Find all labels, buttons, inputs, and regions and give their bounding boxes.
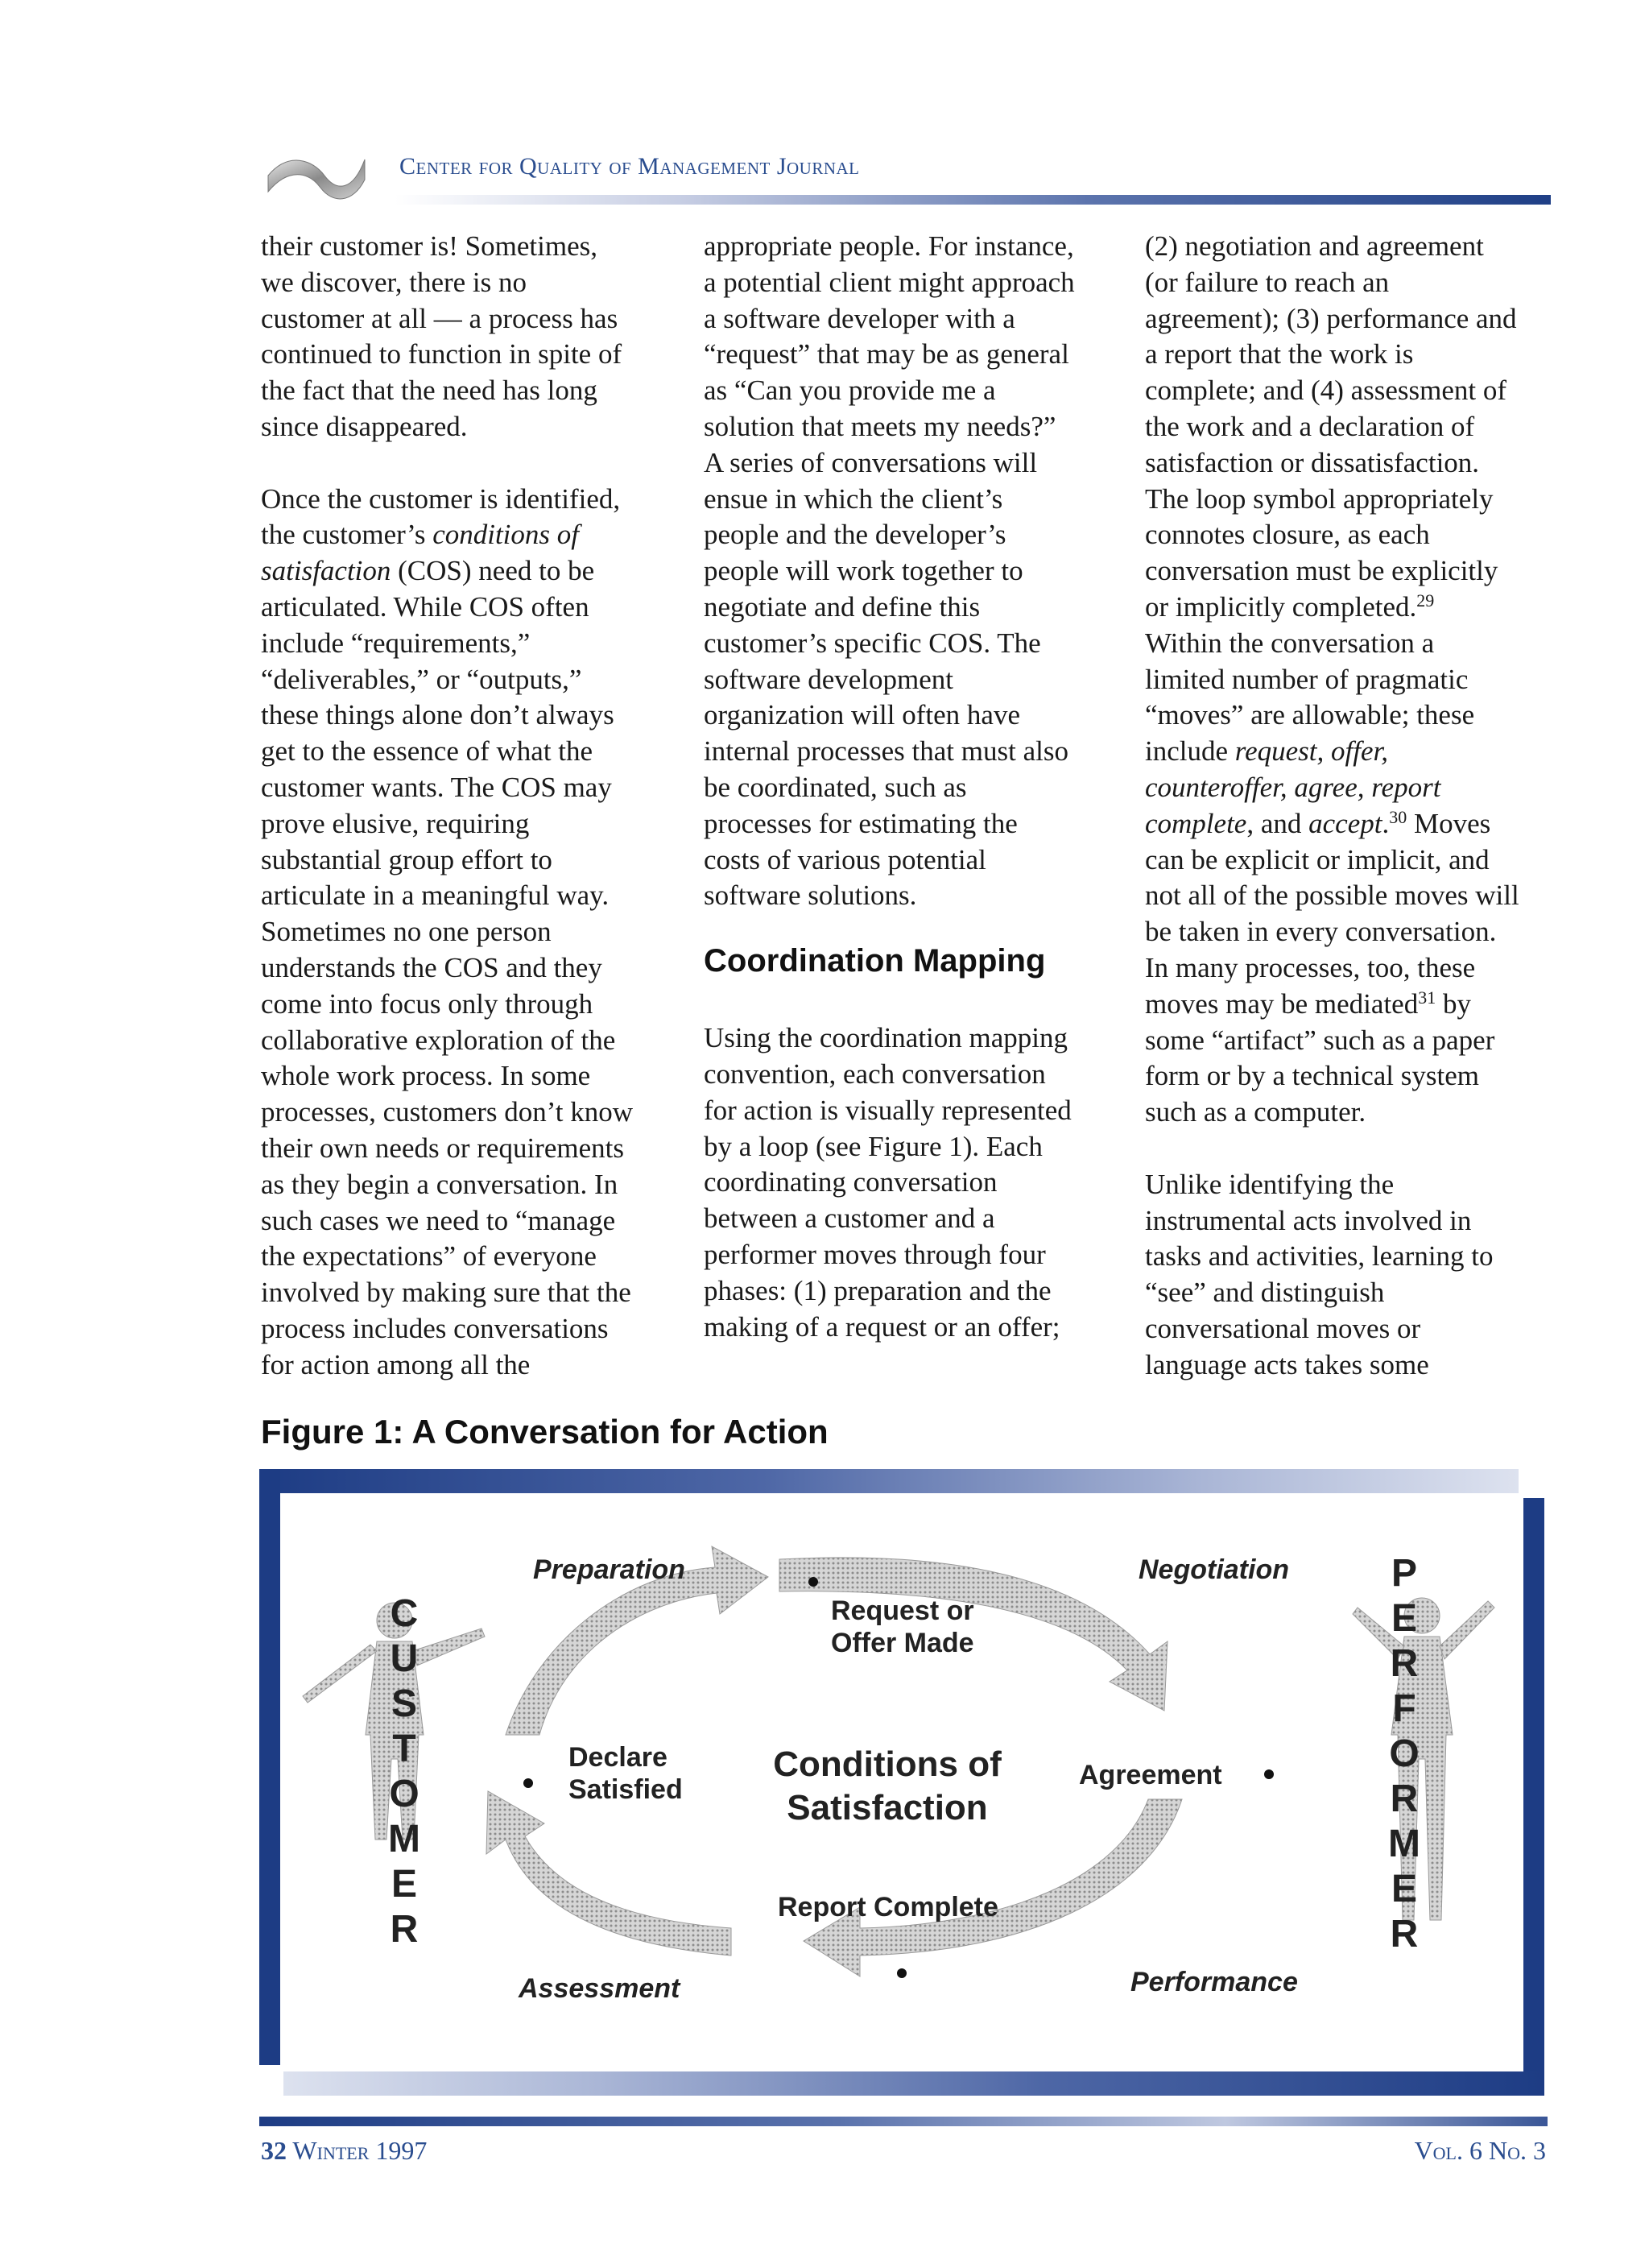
footer-rule (259, 2117, 1548, 2126)
figure-right-bar (1523, 1498, 1544, 2094)
text-line (1145, 987, 1564, 1023)
text-line: appropriate people. For instance, (704, 230, 1074, 262)
section-heading: Coordination Mapping (704, 943, 1046, 979)
text-line: satisfaction (COS) need to be (261, 555, 595, 587)
text-line: Within the conversation a (1145, 627, 1435, 659)
text-line: we discover, there is no (261, 266, 527, 298)
text-line: not all of the possible moves will (1145, 879, 1519, 912)
text-line: get to the essence of what the (261, 735, 593, 768)
page-number: 32 (261, 2136, 287, 2165)
text-line: can be explicit or implicit, and (1145, 843, 1490, 875)
text-line: limited number of pragmatic (1145, 663, 1469, 695)
text-line: the fact that the need has long (261, 375, 597, 407)
text-fragment: by (1442, 987, 1471, 1020)
column-3 (1145, 229, 1564, 1384)
text-line: Once the customer is identified, (261, 482, 621, 515)
request-dot (808, 1577, 818, 1587)
letter: E (1391, 1597, 1417, 1640)
text-line: Sometimes no one person (261, 916, 552, 948)
text-line: some “artifact” such as a paper (1145, 1024, 1495, 1056)
letter: O (389, 1773, 419, 1815)
text-line: come into focus only through (261, 987, 593, 1020)
header-rule (395, 195, 1551, 205)
text-line: agreement); (3) performance and (1145, 302, 1517, 334)
text-line: “see” and distinguish (1145, 1277, 1385, 1309)
text-line: these things alone don’t always (261, 699, 614, 731)
figure-frame (259, 1469, 1548, 2097)
agreement-dot (1264, 1769, 1274, 1779)
text-line: Unlike identifying the (1145, 1168, 1395, 1200)
letter: R (390, 1908, 419, 1951)
letter: R (1390, 1913, 1419, 1956)
phase-label-negotiation: Negotiation (1139, 1554, 1289, 1585)
text-line: coordinating conversation (704, 1166, 998, 1198)
letter: P (1391, 1552, 1417, 1595)
text-line: people and the developer’s (704, 519, 1006, 551)
text-line: involved by making sure that the (261, 1277, 631, 1309)
footer-volume: Vol. 6 No. 3 (1414, 2136, 1546, 2165)
text-line: organization will often have (704, 699, 1020, 731)
text-line: a potential client might approach (704, 266, 1075, 298)
text-line: negotiate and define this (704, 590, 981, 623)
column-1 (261, 229, 680, 1384)
letter: F (1392, 1687, 1416, 1730)
letter: M (1388, 1823, 1420, 1865)
center-label-line: Satisfaction (787, 1788, 988, 1827)
text-line: Using the coordination mapping (704, 1022, 1068, 1054)
text-line: be coordinated, such as (704, 771, 967, 803)
column-2 (704, 229, 1122, 1345)
phase-label-performance: Performance (1130, 1967, 1298, 1997)
text-line: a report that the work is (1145, 338, 1414, 370)
letter: T (392, 1728, 416, 1770)
text-line: articulated. While COS often (261, 590, 589, 623)
text-line: between a customer and a (704, 1202, 995, 1235)
text-line: costs of various potential (704, 843, 986, 875)
figure-bottom-bar (283, 2071, 1544, 2096)
text-line: solution that meets my needs?” (704, 410, 1056, 442)
text-line: conversation must be explicitly (1145, 555, 1498, 587)
text-line: tasks and activities, learning to (1145, 1240, 1494, 1273)
figure-caption: Figure 1: A Conversation for Action (261, 1413, 829, 1451)
text-line (1145, 806, 1564, 842)
text-line: include request, offer, (1145, 735, 1388, 768)
text-line: as they begin a conversation. In (261, 1168, 618, 1200)
text-line: language acts takes some (1145, 1348, 1429, 1380)
letter: R (1390, 1778, 1419, 1820)
letter: M (388, 1818, 420, 1860)
text-line: by a loop (see Figure 1). Each (704, 1130, 1043, 1162)
customer-label (380, 1591, 428, 1952)
text-line: instrumental acts involved in (1145, 1204, 1472, 1236)
report-dot (897, 1968, 907, 1978)
letter: U (390, 1637, 419, 1680)
text-line: substantial group effort to (261, 843, 552, 875)
text-line: such cases we need to “manage (261, 1204, 616, 1236)
text-line: prove elusive, requiring (261, 807, 530, 839)
text-line: connotes closure, as each (1145, 519, 1430, 551)
move-label-line: Offer Made (831, 1628, 974, 1658)
text-line: such as a computer. (1145, 1096, 1366, 1128)
footnote-ref: 29 (1416, 590, 1435, 610)
text-line: internal processes that must also (704, 735, 1068, 768)
text-line: performer moves through four (704, 1238, 1046, 1270)
text-line: processes for estimating the (704, 807, 1018, 839)
text-line: (or failure to reach an (1145, 266, 1390, 298)
figure-left-bar (259, 1469, 280, 2065)
text-line: satisfaction or dissatisfaction. (1145, 446, 1480, 478)
text-line: “moves” are allowable; these (1145, 699, 1475, 731)
paragraph-gap (261, 445, 680, 482)
text-line: ensue in which the client’s (704, 482, 1003, 515)
text-line: software solutions. (704, 879, 917, 912)
text-line: the expectations” of everyone (261, 1240, 597, 1273)
move-label-report-complete: Report Complete (778, 1892, 998, 1922)
text-line: The loop symbol appropriately (1145, 482, 1494, 515)
text-line: their own needs or requirements (261, 1132, 624, 1164)
footer-page-info (261, 2136, 427, 2166)
text-line: for action among all the (261, 1348, 531, 1380)
text-line: complete; and (4) assessment of (1145, 375, 1507, 407)
text-line: process includes conversations (261, 1312, 609, 1344)
footnote-ref: 31 (1418, 987, 1436, 1008)
text-line: understands the COS and they (261, 951, 602, 983)
performer-label (1380, 1551, 1428, 1957)
text-fragment: or implicitly completed. (1145, 590, 1417, 623)
text-line: conversational moves or (1145, 1312, 1421, 1344)
text-line: as “Can you provide me a (704, 375, 996, 407)
text-line: people will work together to (704, 555, 1023, 587)
figure-canvas (280, 1493, 1523, 2071)
text-line: articulate in a meaningful way. (261, 879, 610, 912)
letter: R (1390, 1642, 1419, 1685)
move-label-line: Declare (568, 1742, 667, 1773)
text-line: processes, customers don’t know (261, 1096, 634, 1128)
letter: S (391, 1682, 417, 1725)
phase-label-assessment: Assessment (519, 1973, 680, 2004)
declare-dot (523, 1778, 533, 1788)
text-line: phases: (1) preparation and the (704, 1274, 1052, 1306)
move-label-line: Request or (831, 1595, 974, 1626)
text-line: be taken in every conversation. (1145, 916, 1497, 948)
move-label-agreement: Agreement (1079, 1760, 1222, 1790)
text-line: the customer’s conditions of (261, 519, 580, 551)
text-line: include “requirements,” (261, 627, 531, 659)
footnote-ref: 30 (1389, 806, 1407, 827)
text-fragment: moves may be mediated (1145, 987, 1419, 1020)
text-fragment: complete, and accept. (1145, 807, 1390, 839)
text-line: form or by a technical system (1145, 1060, 1480, 1092)
journal-logo (264, 143, 369, 208)
text-line: “request” that may be as general (704, 338, 1069, 370)
text-line: a software developer with a (704, 302, 1015, 334)
text-line: continued to function in spite of (261, 338, 622, 370)
move-label-request (831, 1595, 974, 1659)
text-line: A series of conversations will (704, 446, 1038, 478)
text-line: making of a request or an offer; (704, 1310, 1060, 1343)
text-line: customer wants. The COS may (261, 771, 612, 803)
text-line: since disappeared. (261, 410, 468, 442)
phase-label-preparation: Preparation (533, 1554, 685, 1585)
text-line: the work and a declaration of (1145, 410, 1475, 442)
text-line: software development (704, 663, 954, 695)
letter: O (1389, 1732, 1420, 1775)
move-label-line: Satisfied (568, 1774, 683, 1805)
move-label-declare (568, 1741, 683, 1806)
center-label-line: Conditions of (773, 1744, 1002, 1784)
center-label (750, 1743, 1024, 1830)
text-line: whole work process. In some (261, 1060, 591, 1092)
figure-top-bar (259, 1469, 1519, 1493)
text-line (1145, 590, 1564, 626)
text-line: convention, each conversation (704, 1057, 1046, 1090)
text-line: customer at all — a process has (261, 302, 618, 334)
letter: C (390, 1592, 419, 1635)
letter: E (1391, 1868, 1417, 1910)
paragraph-gap (1145, 1131, 1564, 1167)
text-line: In many processes, too, these (1145, 951, 1476, 983)
journal-title: Center for Quality of Management Journal (399, 153, 860, 180)
issue-label: Winter 1997 (292, 2136, 428, 2165)
text-line: customer’s specific COS. The (704, 627, 1041, 659)
text-line: collaborative exploration of the (261, 1024, 616, 1056)
loop-arrow-assessment (486, 1791, 731, 1956)
text-line: (2) negotiation and agreement (1145, 230, 1484, 262)
text-fragment: Moves (1413, 807, 1491, 839)
text-line: “deliverables,” or “outputs,” (261, 663, 582, 695)
text-line: counteroffer, agree, report (1145, 771, 1441, 803)
text-line: their customer is! Sometimes, (261, 230, 597, 262)
letter: E (391, 1863, 417, 1906)
text-line: for action is visually represented (704, 1094, 1072, 1126)
